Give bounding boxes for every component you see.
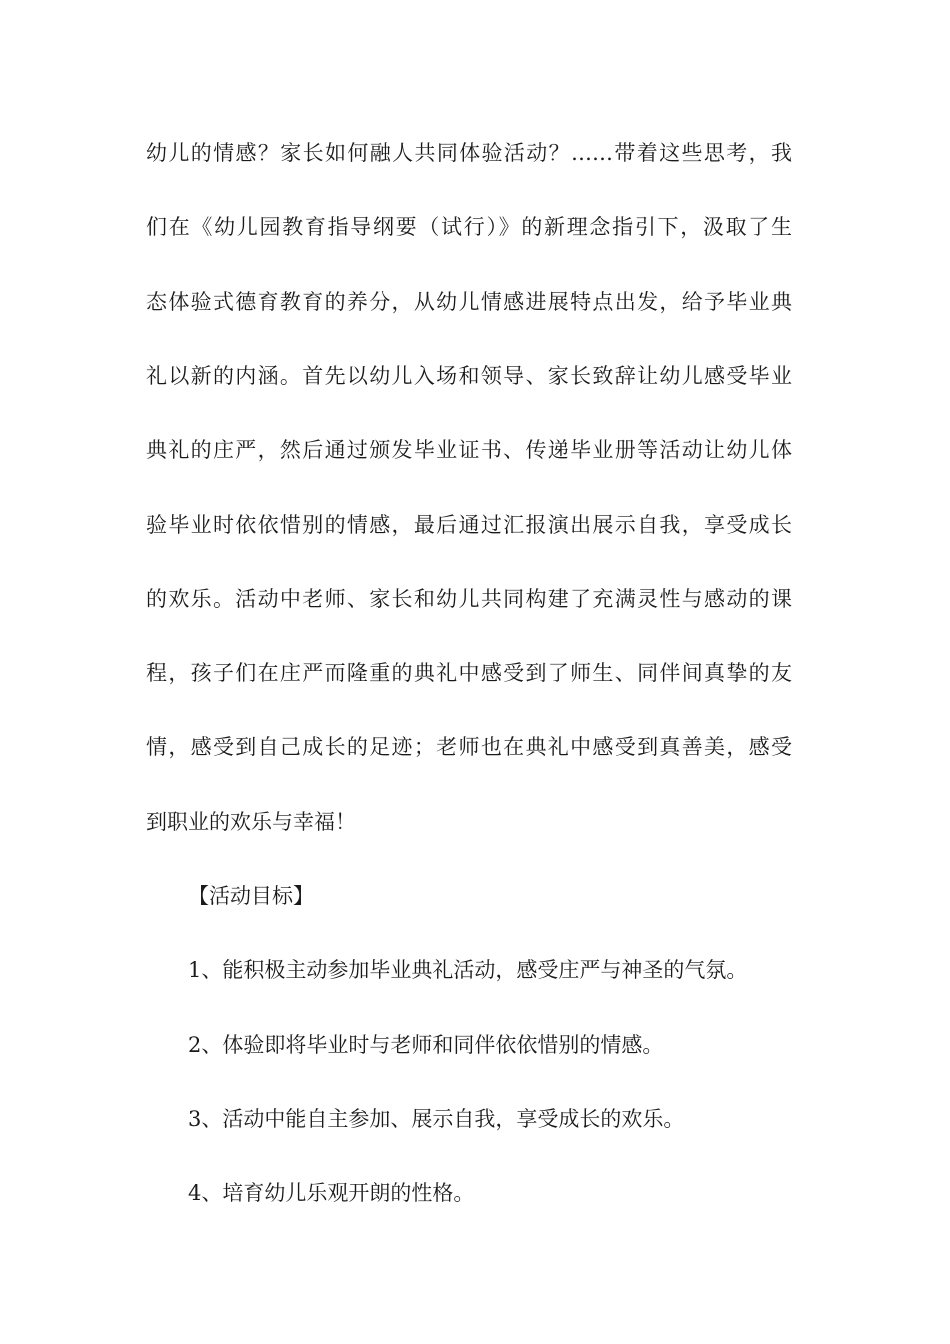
goal-item: 2、体验即将毕业时与老师和同伴依依惜别的情感。	[188, 1033, 664, 1057]
paragraph-line: 程，孩子们在庄严而隆重的典礼中感受到了师生、同伴间真挚的友	[146, 661, 792, 685]
paragraph-line: 的欢乐。活动中老师、家长和幼儿共同构建了充满灵性与感动的课	[146, 587, 792, 611]
paragraph-line: 情，感受到自己成长的足迹；老师也在典礼中感受到真善美，感受	[146, 735, 792, 759]
goal-item: 4、培育幼儿乐观开朗的性格。	[188, 1181, 475, 1205]
paragraph-line: 礼以新的内涵。首先以幼儿入场和领导、家长致辞让幼儿感受毕业	[146, 364, 792, 388]
paragraph-line: 验毕业时依依惜别的情感，最后通过汇报演出展示自我，享受成长	[146, 513, 792, 537]
section-heading: 【活动目标】	[188, 884, 314, 908]
paragraph-line: 们在《幼儿园教育指导纲要（试行）》的新理念指引下，汲取了生	[146, 215, 792, 239]
goal-item: 3、活动中能自主参加、展示自我，享受成长的欢乐。	[188, 1107, 685, 1131]
paragraph-line: 态体验式德育教育的养分，从幼儿情感进展特点出发，给予毕业典	[146, 290, 792, 314]
paragraph-line: 幼儿的情感？家长如何融人共同体验活动？……带着这些思考，我	[146, 141, 792, 165]
goal-item: 1、能积极主动参加毕业典礼活动，感受庄严与神圣的气氛。	[188, 958, 748, 982]
paragraph-line: 典礼的庄严，然后通过颁发毕业证书、传递毕业册等活动让幼儿体	[146, 438, 792, 462]
paragraph-last-line: 到职业的欢乐与幸福！	[146, 810, 356, 834]
